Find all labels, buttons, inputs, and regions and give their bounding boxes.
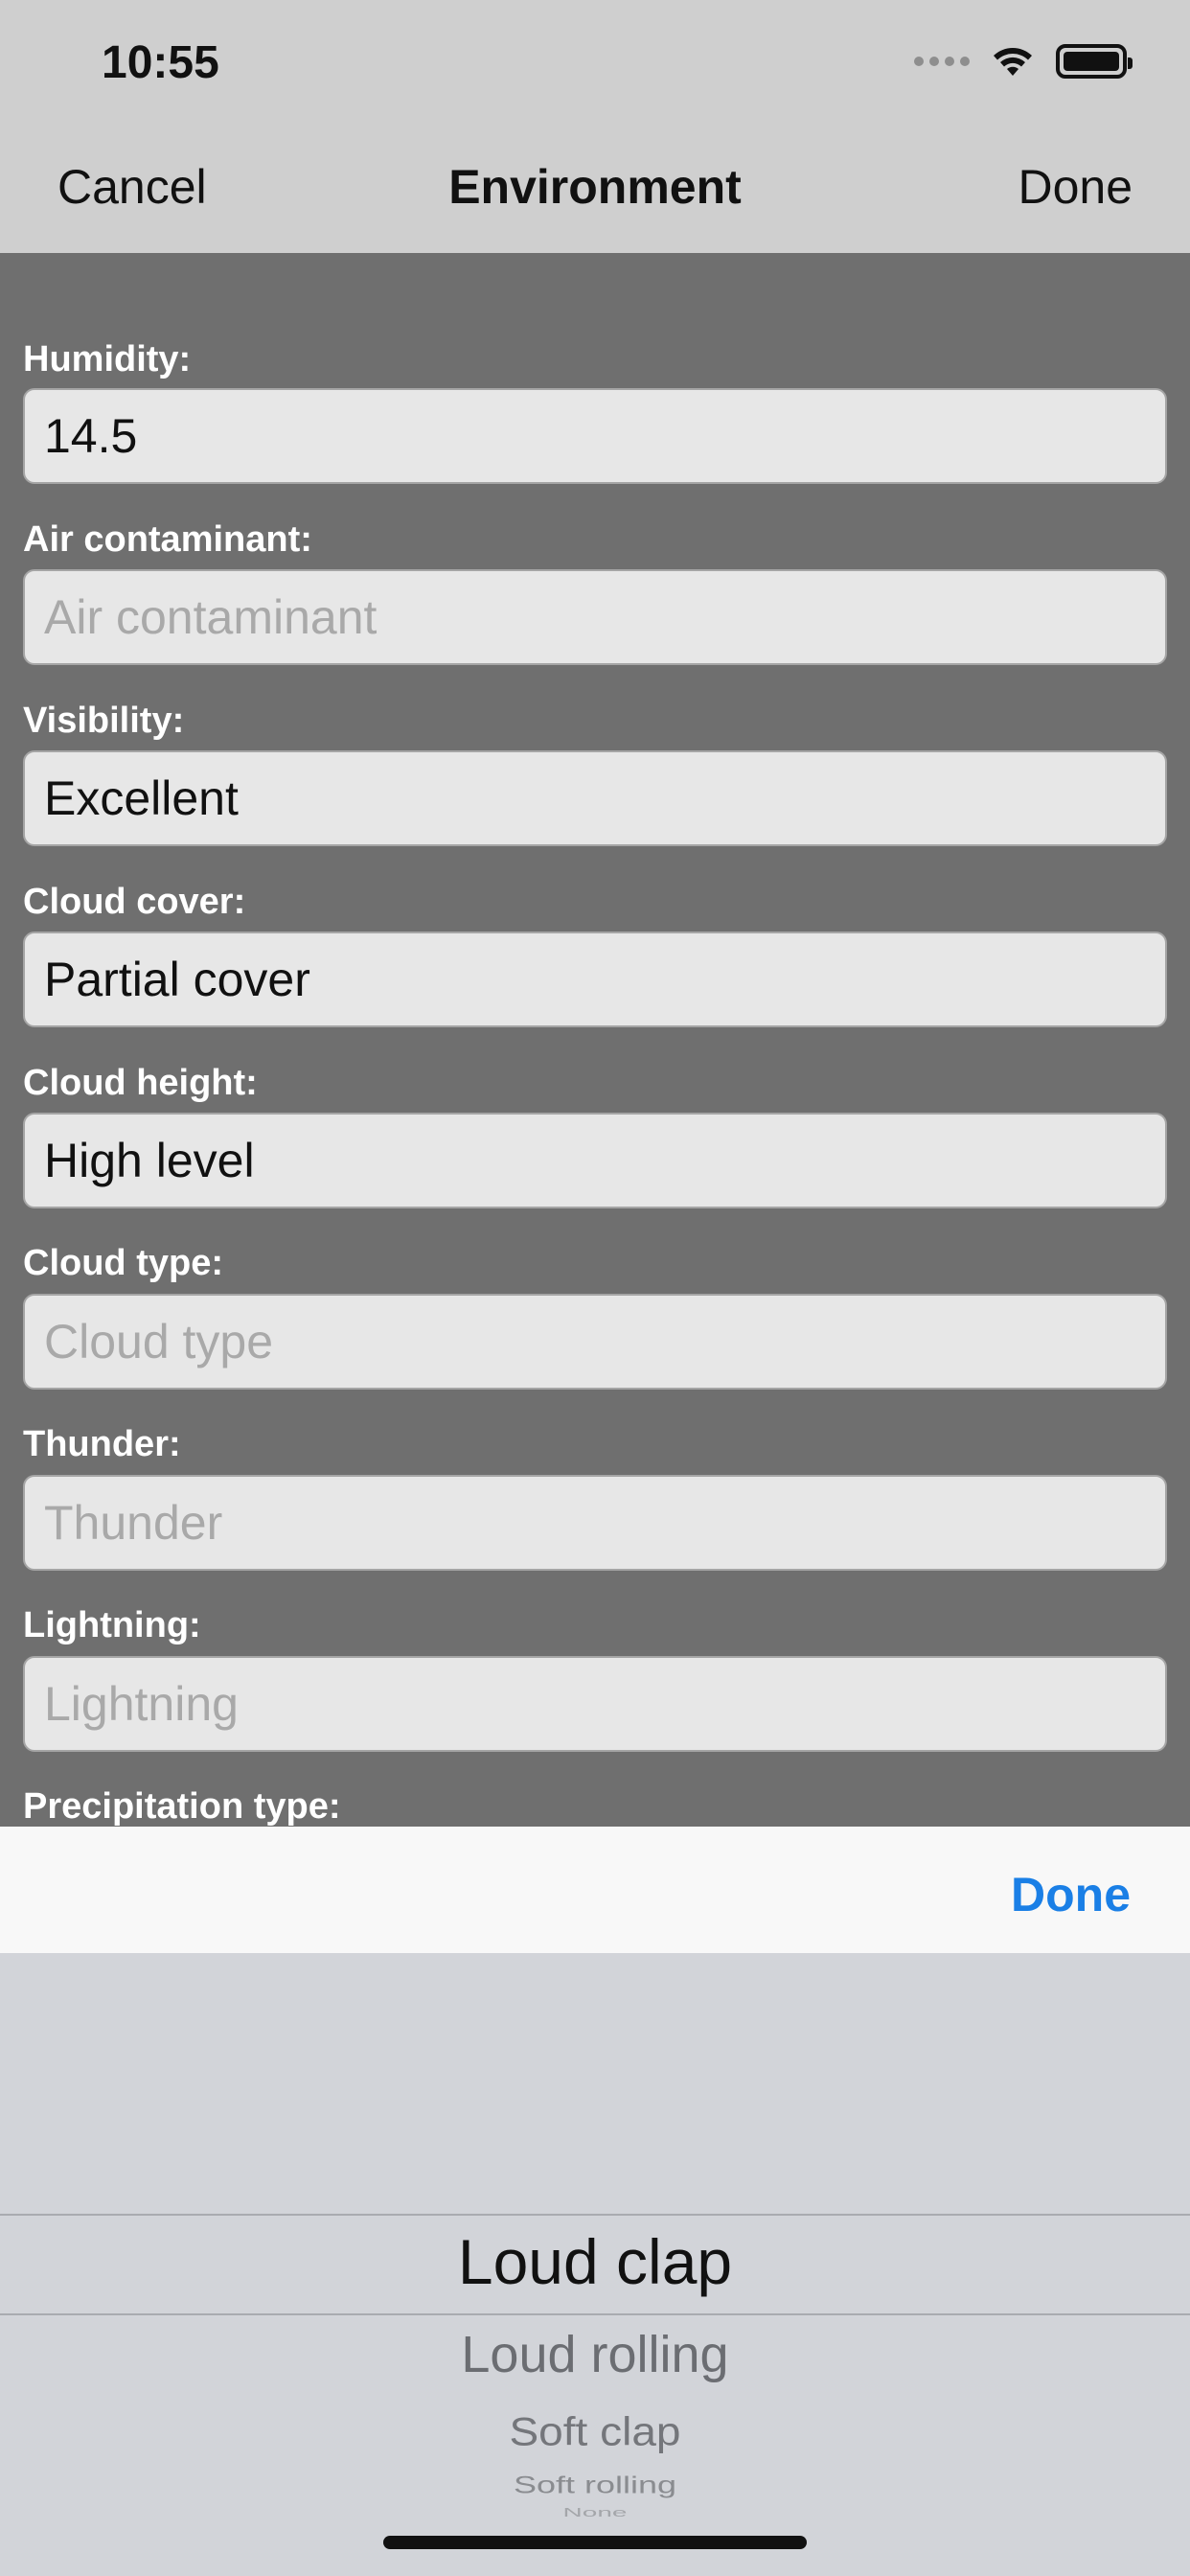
cellular-signal-icon [914, 57, 970, 66]
picker-option[interactable]: Soft clap [509, 2408, 681, 2454]
picker-option[interactable]: Loud rolling [461, 2326, 729, 2383]
picker-selection-top-line [0, 2214, 1190, 2216]
picker-option[interactable]: Soft rolling [513, 2471, 677, 2498]
top-bar [0, 0, 1190, 253]
cancel-button[interactable]: Cancel [57, 160, 207, 214]
cloud-cover-input[interactable] [23, 932, 1167, 1027]
wifi-icon [989, 43, 1037, 80]
precipitation-type-label: Precipitation type: [23, 1786, 341, 1827]
visibility-input[interactable] [23, 750, 1167, 846]
environment-form[interactable] [0, 253, 1190, 1827]
status-time: 10:55 [102, 37, 219, 88]
thunder-picker[interactable] [0, 1953, 1190, 2576]
cloud-height-label: Cloud height: [23, 1063, 258, 1103]
lightning-input[interactable] [23, 1656, 1167, 1752]
thunder-input[interactable] [23, 1475, 1167, 1571]
picker-selection-bottom-line [0, 2313, 1190, 2315]
picker-toolbar [0, 1827, 1190, 1953]
humidity-label: Humidity: [23, 339, 192, 380]
picker-option[interactable]: None [562, 2505, 628, 2519]
visibility-label: Visibility: [23, 701, 185, 741]
battery-icon [1056, 44, 1127, 79]
cloud-type-input[interactable] [23, 1294, 1167, 1390]
nav-done-button[interactable]: Done [1018, 160, 1133, 214]
cloud-type-label: Cloud type: [23, 1243, 223, 1283]
cloud-cover-label: Cloud cover: [23, 882, 246, 922]
picker-option-selected[interactable]: Loud clap [457, 2226, 733, 2297]
picker-done-button[interactable]: Done [1011, 1868, 1131, 1921]
air-contaminant-label: Air contaminant: [23, 519, 312, 560]
page-title: Environment [448, 160, 742, 214]
cloud-height-input[interactable] [23, 1113, 1167, 1208]
home-indicator[interactable] [383, 2536, 807, 2549]
status-icons [914, 42, 1127, 80]
lightning-label: Lightning: [23, 1605, 201, 1645]
air-contaminant-input[interactable] [23, 569, 1167, 665]
humidity-input[interactable] [23, 388, 1167, 484]
thunder-label: Thunder: [23, 1424, 181, 1464]
